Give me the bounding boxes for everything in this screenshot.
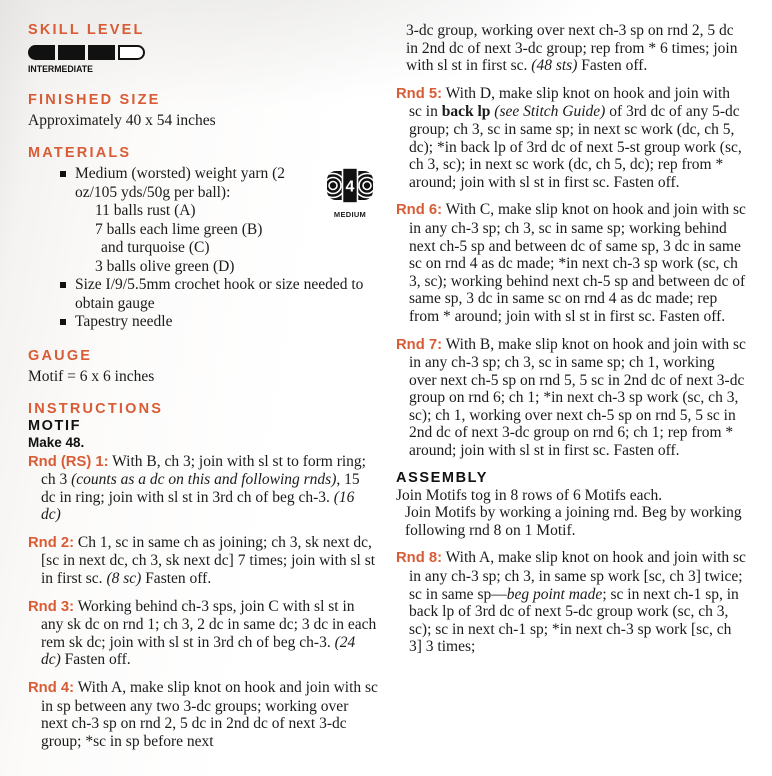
- yarn-weight-number: 4: [345, 178, 355, 196]
- materials-sub-item: 7 balls each lime green (B): [95, 220, 263, 238]
- finished-size-text: Approximately 40 x 54 inches: [28, 112, 216, 129]
- instruction-paragraph: [28, 534, 378, 588]
- left-column: [28, 22, 378, 776]
- text-segment: Join Motifs by working a joining rnd. Beg by working following rnd 8 on 1 Motif.: [405, 504, 742, 539]
- round-label: Rnd (RS) 1:: [28, 453, 109, 470]
- text-segment: With A, make slip knot on hook and join with sc in sp between any two 3-dc groups; working over next ch-3 sp on rnd 2, 5 dc in 2nd dc of next 3-dc group; *sc in sp before next: [41, 679, 378, 750]
- gauge-text: Motif = 6 x 6 inches: [28, 367, 155, 385]
- materials-heading: MATERIALS: [28, 145, 132, 161]
- instructions-section: [28, 401, 378, 751]
- text-segment: Fasten off.: [60, 651, 131, 669]
- text-segment: With A, make slip knot on hook and join with sc in any ch-3 sp; ch 3, in same sp work [sc, ch 3] twice; sc in same sp—: [409, 549, 746, 603]
- round-label: Rnd 7:: [396, 336, 443, 353]
- motif-heading: MOTIF: [28, 417, 82, 434]
- text-segment: (see Stitch Guide): [494, 103, 606, 121]
- text-segment: back lp: [441, 103, 491, 121]
- yarn-weight-label: MEDIUM: [333, 210, 367, 219]
- skill-segment-empty: [118, 45, 145, 60]
- materials-item-text: Tapestry needle: [75, 313, 173, 330]
- skill-segment-filled: [88, 45, 115, 60]
- finished-size-section: [28, 92, 378, 130]
- materials-item: [28, 276, 378, 313]
- text-segment: , 15 dc in ring; join with sl st in 3rd ch of beg ch-3.: [41, 471, 360, 506]
- text-segment: Fasten off.: [141, 570, 212, 588]
- assembly-section: [396, 470, 746, 656]
- instruction-paragraph: [396, 504, 746, 539]
- materials-sub-item: and turquoise (C): [101, 239, 210, 256]
- round-label: Rnd 6:: [396, 202, 443, 219]
- make-count-line: Make 48.: [28, 434, 85, 450]
- text-segment: (24 dc): [41, 633, 356, 669]
- text-segment: (16 dc): [41, 488, 355, 524]
- text-segment: 3-dc group, working over next ch-3 sp on rnd 2, 5 dc in 2nd dc of next 3-dc group; rep from * 6 times; join with sl st in first sc.: [406, 22, 738, 75]
- instruction-paragraph: [396, 22, 746, 75]
- text-segment: Join Motifs tog in 8 rows of 6 Motifs each.: [396, 486, 663, 504]
- assembly-paragraphs: [396, 487, 746, 540]
- instruction-paragraph: [396, 85, 746, 192]
- text-segment: With D, make slip knot on hook and join with sc in: [409, 84, 731, 121]
- instructions-heading: INSTRUCTIONS: [28, 400, 164, 417]
- materials-sub-item: 11 balls rust (A): [95, 202, 196, 219]
- text-segment: With B, make slip knot on hook and join with sc in any ch-3 sp; ch 3, sc in same sp; ch 1, working over next ch-5 sp on rnd 5, 5 sc in 2nd dc of next 3-dc group on rnd 6; ch 1; *in next ch-3 sp work (sc, ch 3, sc); ch 1, working over next ch-5 sp on rnd 5, 5 sc in 2nd dc of next 3-dc group on rnd 6; ch 1; rep from * around; join with sl st in first sc. Fasten off.: [409, 335, 746, 460]
- text-segment: beg point made: [506, 585, 603, 603]
- right-column: [390, 22, 746, 776]
- gauge-heading: GAUGE: [28, 347, 93, 364]
- skill-level-label: INTERMEDIATE: [28, 64, 93, 75]
- skill-level-section: [28, 22, 378, 75]
- materials-item: [28, 165, 378, 276]
- skill-segment-filled: [58, 45, 85, 60]
- materials-item: [28, 313, 378, 332]
- bullet-icon: [60, 171, 66, 177]
- motif-rounds-right: [396, 22, 746, 460]
- instruction-paragraph: [28, 598, 378, 669]
- assembly-heading: ASSEMBLY: [396, 469, 489, 486]
- instruction-paragraph: [396, 336, 746, 460]
- assembly-rounds: [396, 549, 746, 656]
- round-label: Rnd 8:: [396, 550, 443, 567]
- skill-segment-filled: [28, 45, 55, 60]
- instruction-paragraph: [396, 201, 746, 325]
- bullet-icon: [60, 319, 66, 325]
- instruction-paragraph: [28, 679, 378, 750]
- text-segment: of 3rd dc of any 5-dc group; ch 3, sc in same sp; in next sc work (dc, ch 5, dc); *in back lp of 3rd dc of next 5-st group work (sc, ch 3, sc); in next sc work (dc, ch 5, dc); rep from * around; join with sl st in first sc. Fasten off.: [409, 103, 742, 191]
- finished-size-heading: FINISHED SIZE: [28, 92, 161, 108]
- skill-level-meter-icon: [28, 45, 378, 60]
- text-segment: (8 sc): [106, 570, 142, 588]
- round-label: Rnd 3:: [28, 598, 75, 615]
- text-segment: (48 sts): [531, 57, 578, 75]
- instruction-paragraph: [396, 549, 746, 656]
- text-segment: With B, ch 3; join with sl st to form ring; ch 3: [41, 452, 366, 489]
- motif-rounds-left: [28, 453, 378, 751]
- skill-level-heading: SKILL LEVEL: [28, 22, 145, 38]
- materials-section: [28, 145, 378, 332]
- text-segment: ; sc in next ch-1 sp, in back lp of 3rd dc of next 5-dc group work (sc, ch 3, sc); sc in next ch-1 sp; *in next ch-3 sp work [sc, ch 3] 3 times;: [409, 585, 739, 656]
- round-label: Rnd 2:: [28, 534, 75, 551]
- text-segment: Fasten off.: [577, 57, 648, 75]
- round-label: Rnd 4:: [28, 680, 75, 697]
- materials-list: [28, 165, 378, 332]
- materials-item-text: Medium (worsted) weight yarn (2 oz/105 yds/50g per ball):: [75, 165, 286, 201]
- text-segment: (counts as a dc on this and following rnds): [71, 471, 337, 489]
- text-segment: With C, make slip knot on hook and join with sc in any ch-3 sp; ch 3, sc in same sp; working behind next ch-5 sp and between dc of same sp, 3 dc in same sc on rnd 4 as dc made; *in next ch-3 sp work (sc, ch 3, sc); working behind next ch-5 sp and between dc of same sp, 3 dc in same sc on rnd 4 as dc made; rep from * around; join with sl st in first sc. Fasten off.: [409, 201, 746, 325]
- bullet-icon: [60, 282, 66, 288]
- text-segment: Ch 1, sc in same ch as joining; ch 3, sk next dc, [sc in next dc, ch 3, sk next dc] 7 times; join with sl st in first sc.: [41, 533, 376, 588]
- gauge-section: [28, 348, 378, 386]
- materials-item-text: Size I/9/5.5mm crochet hook or size needed to obtain gauge: [75, 276, 364, 312]
- instruction-paragraph: [28, 453, 378, 524]
- round-label: Rnd 5:: [396, 85, 443, 102]
- materials-sub-item: 3 balls olive green (D): [95, 257, 235, 275]
- text-segment: Working behind ch-3 sps, join C with sl st in any sk dc on rnd 1; ch 3, 2 dc in same dc; 3 dc in each rem sk dc; join with sl st in 3rd ch of beg ch-3.: [41, 597, 377, 651]
- instruction-paragraph: [396, 487, 746, 505]
